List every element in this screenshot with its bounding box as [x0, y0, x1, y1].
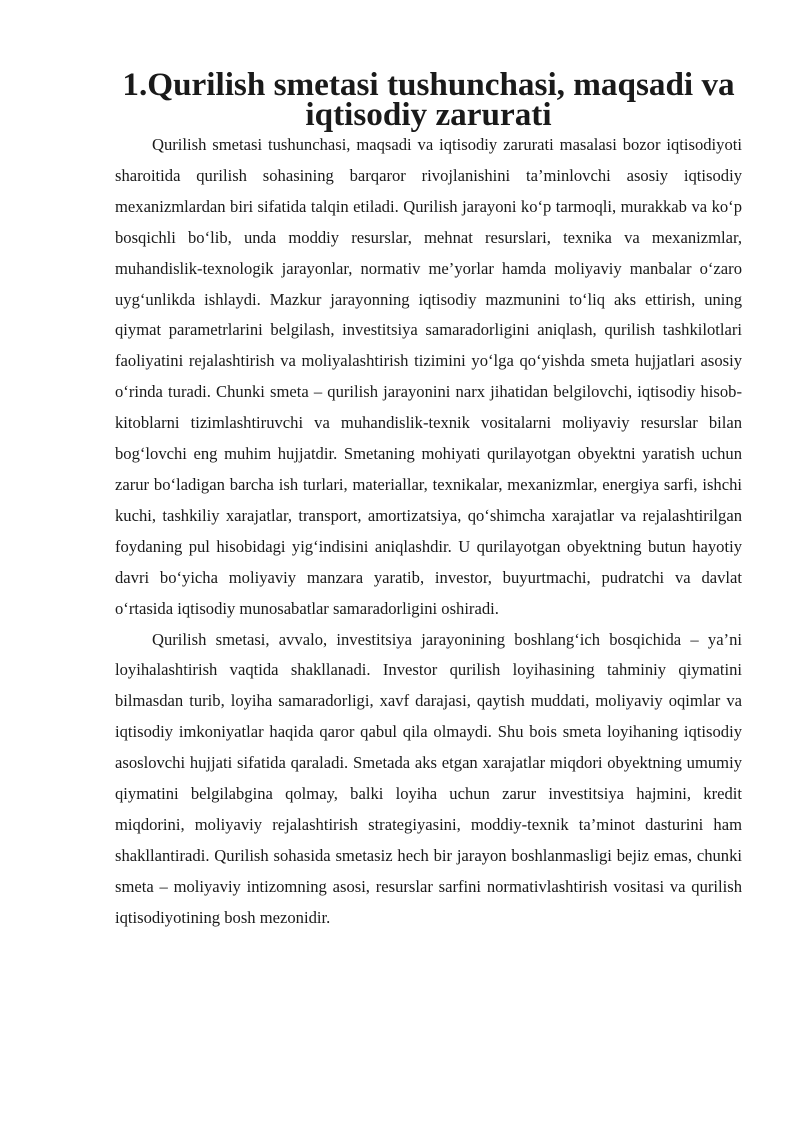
paragraph-1: Qurilish smetasi tushunchasi, maqsadi va iqtisodiy zarurati masalasi bozor iqtisodiyoti sharoitida qurilish sohasining barqaror rivojlanishini ta’minlovchi asosiy iqtisodiy mexanizmlardan biri sifatida talqin etiladi. Qurilish jarayoni ko‘p tarmoqli, murakkab va ko‘p bosqichli bo‘lib, unda moddiy resurslar, mehnat resurslari, texnika va mexanizmlar, muhandislik-texnologik jarayonlar, normativ me’yorlar hamda moliyaviy manbalar o‘zaro uyg‘unlikda ishlaydi. Mazkur jarayonning iqtisodiy mazmunini to‘liq aks ettirish, uning qiymat parametrlarini belgilash, investitsiya samaradorligini aniqlash, qurilish tashkilotlari faoliyatini rejalashtirish va moliyalashtirish tizimini yo‘lga qo‘yishda smeta hujjatlari asosiy o‘rinda turadi. Chunki smeta – qurilish jarayonini narx jihatidan belgilovchi, iqtisodiy hisob-kitoblarni tizimlashtiruvchi va muhandislik-texnik vositalarni moliyaviy resurslar bilan bog‘lovchi eng muhim hujjatdir. Smetaning mohiyati qurilayotgan obyektni yaratish uchun zarur bo‘ladigan barcha ish turlari, materiallar, texnikalar, mexanizmlar, energiya sarfi, ishchi kuchi, tashkiliy xarajatlar, transport, amortizatsiya, qo‘shimcha xarajatlar va rejalashtirilgan foydaning pul hisobidagi yig‘indisini aniqlashdir. U qurilayotgan obyektning butun hayotiy davri bo‘yicha moliyaviy manzara yaratib, investor, buyurtmachi, pudratchi va davlat o‘rtasida iqtisodiy munosabatlar samaradorligini oshiradi.	[115, 135, 742, 618]
paragraph-2: Qurilish smetasi, avvalo, investitsiya jarayonining boshlang‘ich bosqichida – ya’ni loyihalashtirish vaqtida shakllanadi. Investor qurilish loyihasining tahminiy qiymatini bilmasdan turib, loyiha samaradorligi, xavf darajasi, qaytish muddati, moliyaviy oqimlar va iqtisodiy imkoniyatlar haqida qaror qabul qila olmaydi. Shu bois smeta loyihaning iqtisodiy asoslovchi hujjati sifatida qaraladi. Smetada aks etgan xarajatlar miqdori obyektning umumiy qiymatini belgilabgina qolmay, balki loyiha uchun zarur investitsiya hajmini, kredit miqdorini, moliyaviy rejalashtirish strategiyasini, moddiy-texnik ta’minot dasturini ham shakllantiradi. Qurilish sohasida smetasiz hech bir jarayon boshlanmasligi bejiz emas, chunki smeta – moliyaviy intizomning asosi, resurslar sarfini normativlashtirish vositasi va qurilish iqtisodiyotining bosh mezonidir.	[115, 629, 742, 927]
section-heading: 1.Qurilish smetasi tushunchasi, maqsadi va iqtisodiy zarurati	[122, 66, 735, 133]
document-body	[115, 66, 742, 934]
